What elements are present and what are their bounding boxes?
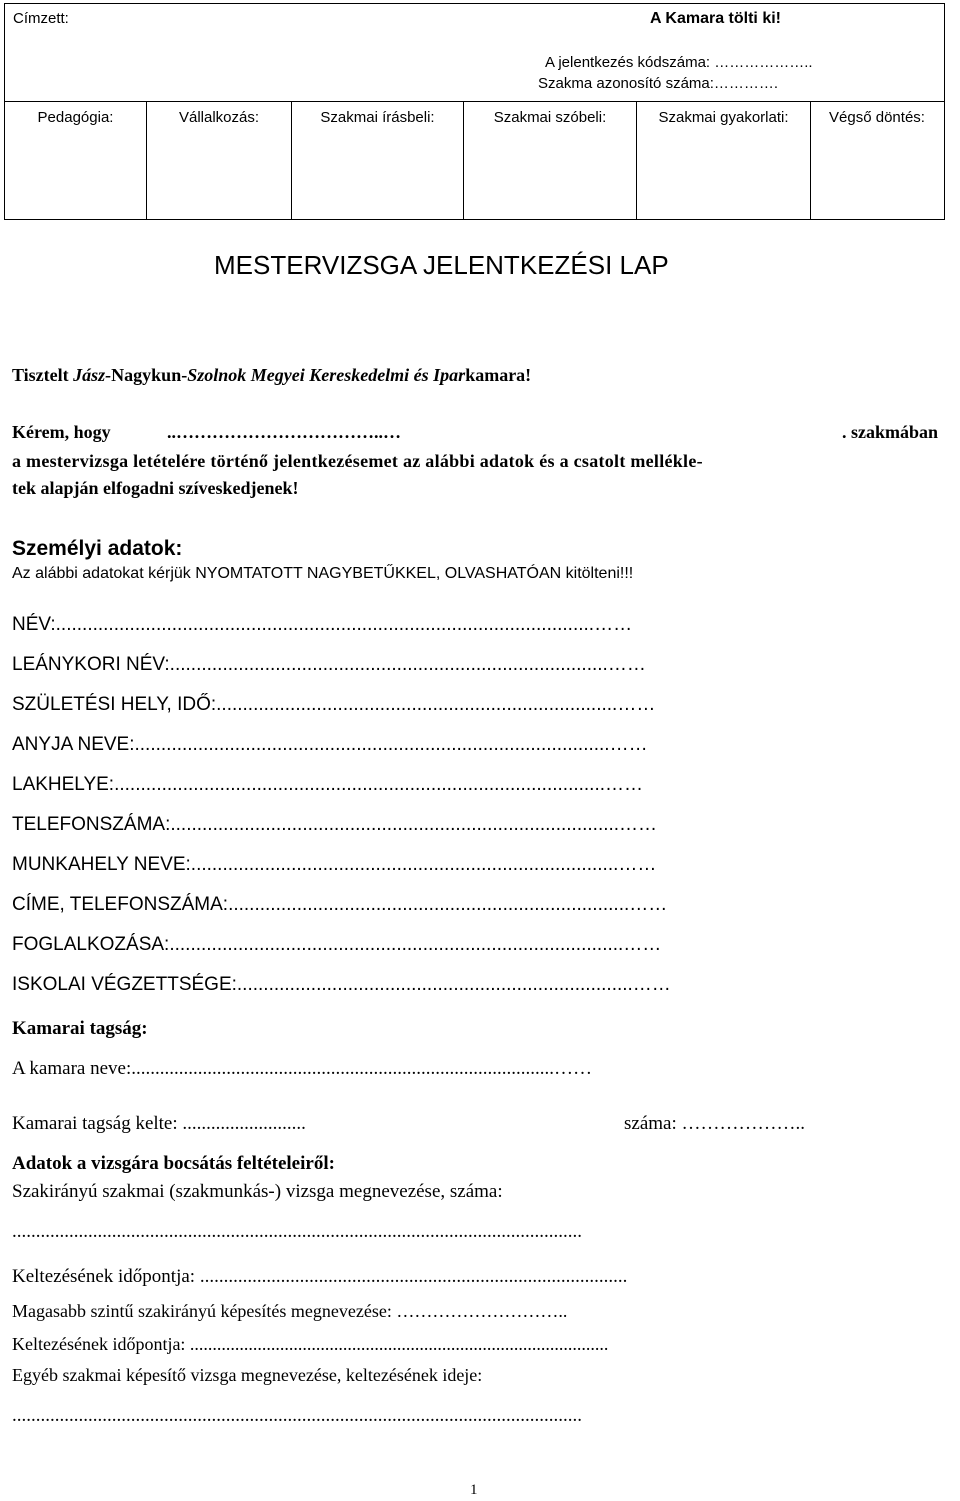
birth-place-date-field[interactable]: SZÜLETÉSI HELY, IDŐ:............................................................................…… <box>12 694 656 715</box>
salutation-part: Nagykun- <box>111 365 188 385</box>
maiden-name-field[interactable]: LEÁNYKORI NÉV:...................................................................................…… <box>12 654 646 675</box>
vocational-exam-date-field[interactable]: Keltezésének időpontja: .......................................................................................... <box>12 1266 628 1287</box>
column-pedagogy: Pedagógia: <box>5 102 147 219</box>
salutation-part: kamara! <box>465 365 532 385</box>
header-top-area <box>5 4 944 101</box>
request-start: Kérem, hogy <box>12 422 111 442</box>
workplace-address-field[interactable]: CÍME, TELEFONSZÁMA:............................................................................…… <box>12 894 668 915</box>
mother-name-field[interactable]: ANYJA NEVE:..........................................................................................…… <box>12 734 648 755</box>
other-exam-field[interactable]: ........................................................................................................................ <box>12 1405 582 1426</box>
profession-blank: ..……………………………..… <box>167 422 401 442</box>
workplace-name-field[interactable]: MUNKAHELY NEVE:.................................................................................…… <box>12 854 657 875</box>
personal-data-heading: Személyi adatok: <box>12 537 183 560</box>
higher-qualification-field[interactable]: Magasabb szintű szakirányú képesítés megnevezése: ……………………….. <box>12 1301 568 1321</box>
page-title: MESTERVIZSGA JELENTKEZÉSI LAP <box>214 250 669 280</box>
membership-heading: Kamarai tagság: <box>12 1018 148 1039</box>
chamber-name-field[interactable]: A kamara neve:.........................................................................................…… <box>12 1058 592 1079</box>
chamber-header-box <box>4 3 945 220</box>
occupation-field[interactable]: FOGLALKOZÁSA:......................................................................................…… <box>12 934 662 955</box>
salutation-part: Szolnok Megyei Kereskedelmi és Ipar <box>187 365 466 385</box>
request-line-3: tek alapján elfogadni szíveskedjenek! <box>12 478 299 498</box>
page-number: 1 <box>470 1482 478 1498</box>
membership-date-field[interactable]: Kamarai tagság kelte: .......................... <box>12 1113 306 1134</box>
personal-data-instruction: Az alábbi adatokat kérjük NYOMTATOTT NAGYBETŰKKEL, OLVASHATÓAN kitölteni!!! <box>12 565 634 582</box>
vocational-exam-field[interactable]: ........................................................................................................................ <box>12 1221 582 1242</box>
exam-conditions-heading: Adatok a vizsgára bocsátás feltételeiről: <box>12 1153 335 1174</box>
column-oral: Szakmai szóbeli: <box>464 102 637 219</box>
vocational-exam-label: Szakirányú szakmai (szakmunkás-) vizsga megnevezése, száma: <box>12 1181 503 1202</box>
salutation-part: Tisztelt <box>12 365 74 385</box>
request-line-2: a mestervizsga letételére történő jelentkezésemet az alábbi adatok és a csatolt mellékle- <box>12 451 703 471</box>
chamber-fill-note: A Kamara tölti ki! <box>650 10 781 27</box>
membership-number-field[interactable]: száma: ……………….. <box>624 1113 806 1134</box>
higher-qualification-date-field[interactable]: Keltezésének időpontja: ............................................................................................. <box>12 1334 609 1354</box>
column-written: Szakmai írásbeli: <box>292 102 464 219</box>
evaluation-columns <box>5 101 944 219</box>
profession-id: Szakma azonosító száma:…………. <box>538 75 779 92</box>
column-business: Vállalkozás: <box>147 102 292 219</box>
column-final-decision: Végső döntés: <box>829 109 925 126</box>
column-practical: Szakmai gyakorlati: <box>637 102 811 219</box>
request-end: . szakmában <box>841 422 938 442</box>
salutation <box>12 365 531 386</box>
recipient-label: Címzett: <box>13 10 69 27</box>
phone-field[interactable]: TELEFONSZÁMA:.....................................................................................…… <box>12 814 658 835</box>
residence-field[interactable]: LAKHELYE:.............................................................................................…… <box>12 774 644 795</box>
salutation-part: Jász- <box>73 365 112 385</box>
application-code: A jelentkezés kódszáma: ……………….. <box>545 54 813 71</box>
request-line-1 <box>12 422 938 443</box>
education-field[interactable]: ISKOLAI VÉGZETTSÉGE:...........................................................................…… <box>12 974 671 995</box>
other-exam-label: Egyéb szakmai képesítő vizsga megnevezése, keltezésének ideje: <box>12 1365 483 1385</box>
name-field[interactable]: NÉV:......................................................................................................…… <box>12 614 633 635</box>
